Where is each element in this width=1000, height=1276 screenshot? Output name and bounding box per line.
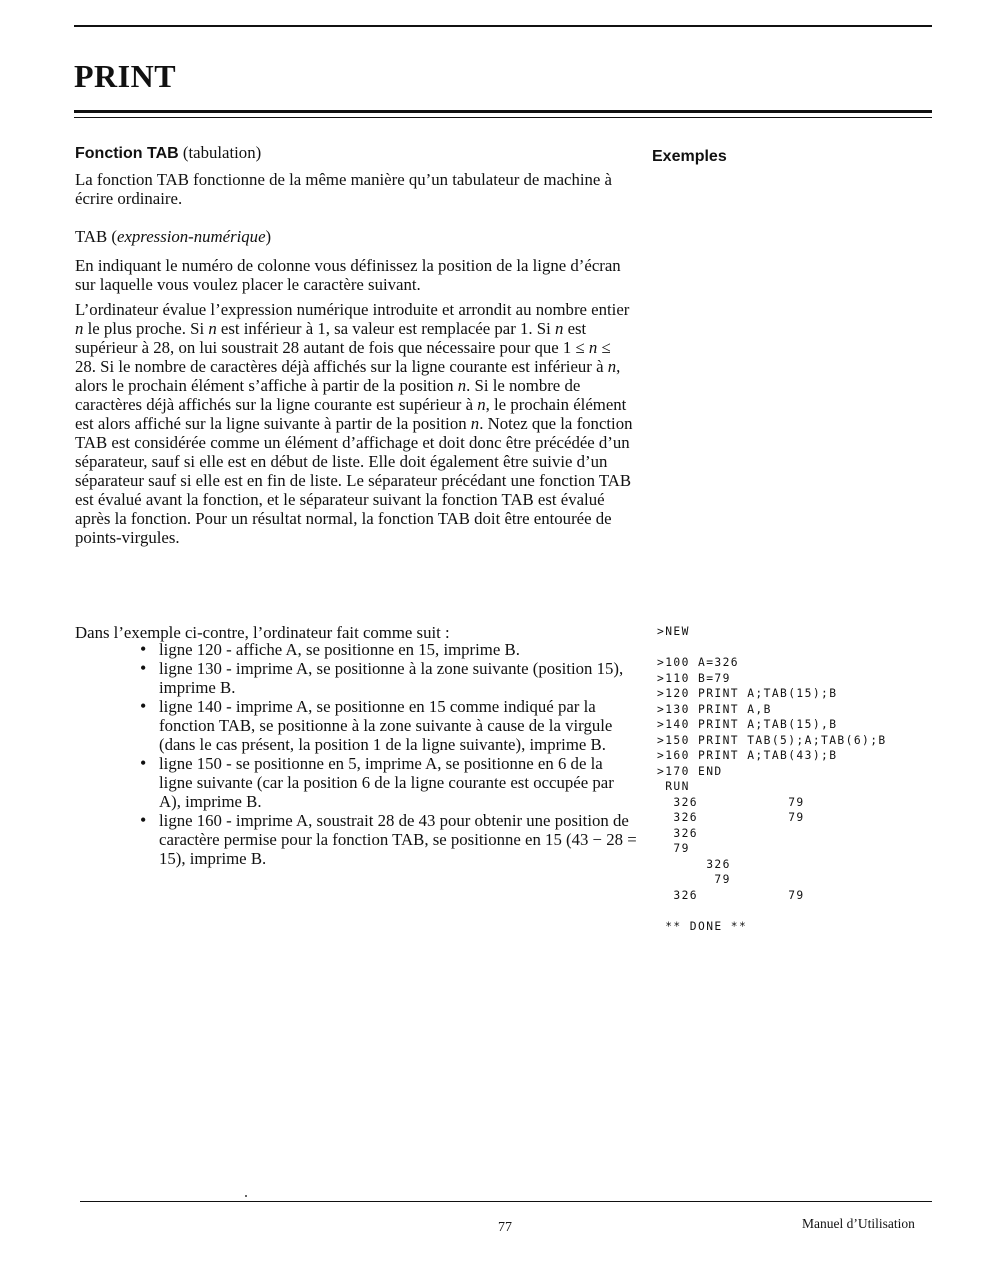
text-run: est supérieur à 28, on lui soustrait 28 autant de fois que nécessaire pour que 1 ≤	[75, 319, 589, 357]
var-n: n	[588, 338, 598, 357]
var-n: n	[75, 319, 84, 338]
code-line	[657, 903, 887, 919]
intro-text: La fonction TAB fonctionne de la même manière qu’un tabulateur de machine à écrire ordinaire.	[75, 170, 613, 208]
top-rule	[74, 25, 932, 27]
var-n: n	[607, 357, 617, 376]
list-item: • ligne 130 - imprime A, se positionne à la zone suivante (position 15), imprime B.	[138, 659, 638, 697]
list-item: • ligne 120 - affiche A, se positionne en 15, imprime B.	[138, 640, 638, 659]
code-line: >150 PRINT TAB(5);A;TAB(6);B	[657, 733, 887, 747]
manual-name: Manuel d’Utilisation	[802, 1216, 915, 1231]
examples-heading: Exemples	[652, 148, 727, 165]
syntax-line	[75, 227, 635, 246]
text-run: ≤ 28. Si le nombre de caractères déjà affichés sur la ligne courante est inférieur à	[75, 338, 611, 376]
var-n: n	[208, 319, 217, 338]
page-title: PRINT	[74, 58, 177, 94]
syntax-suffix: )	[265, 227, 272, 246]
code-line: >130 PRINT A,B	[657, 702, 772, 716]
code-line: >NEW	[657, 625, 690, 638]
code-line: >110 B=79	[657, 671, 731, 685]
code-line: 326 79	[657, 811, 805, 824]
code-line: RUN	[657, 780, 690, 793]
code-line: 326 79	[657, 888, 805, 902]
syntax-prefix: TAB (	[75, 227, 118, 246]
code-line: >120 PRINT A;TAB(15);B	[657, 687, 838, 700]
section-heading	[75, 143, 261, 163]
code-line: ** DONE **	[657, 919, 748, 933]
title-rule-thick	[74, 110, 932, 113]
syntax-italic: expression-numérique	[117, 227, 266, 246]
intro-paragraph	[75, 170, 635, 208]
explanation-list	[138, 640, 638, 868]
list-item: • ligne 160 - imprime A, soustrait 28 de 43 pour obtenir une position de caractère permise pour la fonction TAB, se positionne en 15 (43 − 28 = 15), imprime B.	[138, 811, 638, 868]
evaluation-text	[75, 300, 635, 547]
title-rule-thin	[74, 117, 932, 118]
code-line	[657, 640, 887, 656]
var-n: n	[554, 319, 564, 338]
code-line: 79	[657, 873, 731, 886]
example-intro-text: Dans l’exemple ci-contre, l’ordinateur fait comme suit :	[75, 623, 450, 642]
list-item: • ligne 150 - se positionne en 5, imprime A, se positionne en 6 de la ligne suivante (car la position 6 de la ligne courante est occupée par A), imprime B.	[138, 754, 638, 811]
section-heading-rest: (tabulation)	[178, 143, 262, 162]
code-line: 326	[657, 826, 699, 840]
text-run: le plus proche. Si	[83, 319, 209, 338]
var-n: n	[457, 376, 467, 395]
column-description-text: En indiquant le numéro de colonne vous définissez la position de la ligne d’écran sur laquelle vous voulez placer le caractère suivant.	[75, 256, 621, 294]
var-n: n	[477, 395, 486, 414]
column-description	[75, 256, 635, 294]
evaluation-paragraph	[75, 300, 635, 547]
var-n: n	[470, 414, 480, 433]
text-run: , le prochain élément est alors affiché sur la ligne suivante à partir de la position	[75, 395, 627, 433]
code-line: >100 A=326	[657, 656, 740, 669]
text-run: . Notez que la fonction TAB est considérée comme un élément d’affichage et doit donc être précédée d’un séparateur, sauf si elle est en début de liste. Elle doit également être suivie d’un séparateur sauf si elle est en fin de liste. Le séparateur précédant une fonction TAB est évalué avant la fonction, et le séparateur suivant la fonction TAB est évalué après la fonction. Pour un résultat normal, la fonction TAB doit être entourée de points-virgules.	[75, 414, 633, 547]
section-heading-bold: Fonction TAB	[75, 145, 179, 162]
footer-rule	[80, 1201, 932, 1202]
code-line: 326 79	[657, 795, 805, 809]
code-line: >160 PRINT A;TAB(43);B	[657, 749, 838, 762]
text-run: . Si le nombre de caractères déjà affichés sur la ligne courante est supérieur à	[75, 376, 581, 414]
page-number: 77	[498, 1220, 512, 1235]
stray-dot	[245, 1195, 247, 1197]
code-line: 326	[657, 857, 731, 871]
code-line: >170 END	[657, 764, 723, 778]
text-run: , alors le prochain élément s’affiche à partir de la position	[75, 357, 621, 395]
code-line: >140 PRINT A;TAB(15),B	[657, 718, 838, 731]
text-run: L’ordinateur évalue l’expression numérique introduite et arrondit au nombre entier	[75, 300, 630, 319]
code-line: 79	[657, 842, 690, 855]
list-item: • ligne 140 - imprime A, se positionne en 15 comme indiqué par la fonction TAB, se positionne à la zone suivante à cause de la virgule (dans le cas présent, la position 1 de la ligne suivante), imprime B.	[138, 697, 638, 754]
text-run: est inférieur à 1, sa valeur est remplacée par 1. Si	[216, 319, 555, 338]
code-listing	[657, 624, 887, 934]
